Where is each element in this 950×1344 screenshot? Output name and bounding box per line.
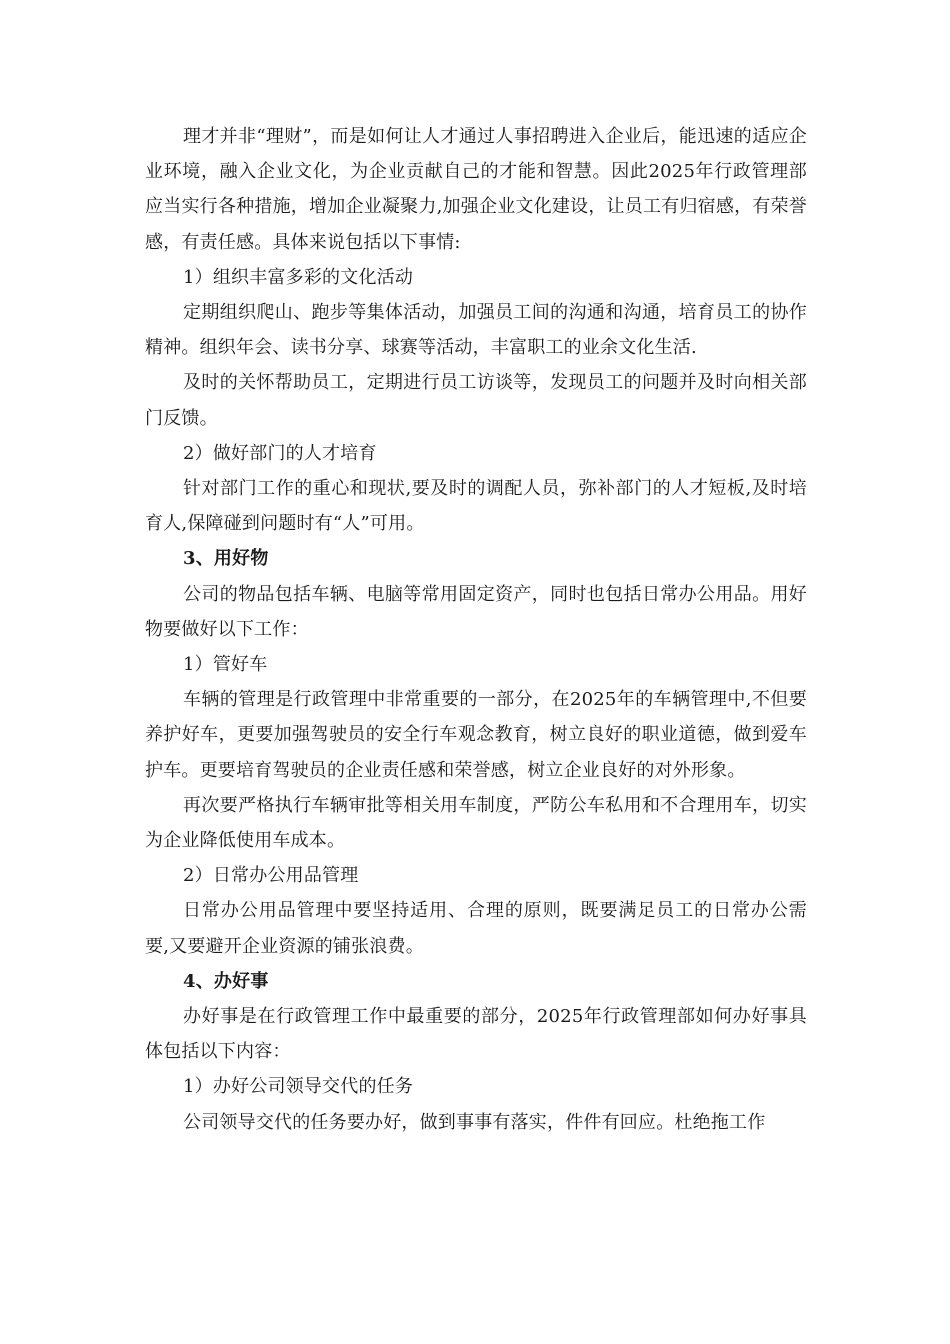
paragraph-office-supplies: 日常办公用品管理中要坚持适用、合理的原则，既要满足员工的日常办公需要,又要避开企业资源的铺张浪费。 [145,900,807,957]
list-item-talent-development: 2）做好部门的人才培育 [183,442,377,464]
paragraph-group-activities: 定期组织爬山、跑步等集体活动，加强员工间的沟通和沟通，培育员工的协作精神。组织年会、读书分享、球赛等活动，丰富职工的业余文化生活. [145,302,807,359]
paragraph-leader-tasks: 公司领导交代的任务要办好，做到事事有落实，件件有回应。杜绝拖工作 [183,1111,766,1133]
paragraph-staff-allocation: 针对部门工作的重心和现状,要及时的调配人员，弥补部门的人才短板,及时培育人,保障碰到问题时有“人”可用。 [145,478,807,535]
paragraph-vehicle-management: 车辆的管理是行政管理中非常重要的一部分，在2025年的车辆管理中,不但要养护好车，更要加强驾驶员的安全行车观念教育，树立良好的职业道德，做到爱车护车。更要培育驾驶员的企业责任感和荣誉感，树立企业良好的对外形象。 [145,689,807,781]
document-page [145,119,807,1140]
paragraph-do-things-well: 办好事是在行政管理工作中最重要的部分，2025年行政管理部如何办好事具体包括以下内容： [145,1006,807,1063]
list-item-office-supplies: 2）日常办公用品管理 [183,865,359,887]
list-item-manage-vehicles: 1）管好车 [183,654,268,676]
paragraph-vehicle-rules: 再次要严格执行车辆审批等相关用车制度，严防公车私用和不合理用车，切实为企业降低使用车成本。 [145,794,807,852]
paragraph-talent-management: 理才并非“理财”，而是如何让人才通过人事招聘进入企业后，能迅速的适应企业环境，融入企业文化，为企业贡献自己的才能和智慧。因此2025年行政管理部应当实行各种措施，增加企业凝聚力,加强企业文化建设，让员工有归宿感，有荣誉感，有责任感。具体来说包括以下事情: [145,126,807,253]
paragraph-company-goods: 公司的物品包括车辆、电脑等常用固定资产，同时也包括日常办公用品。用好物要做好以下工作： [145,583,807,640]
paragraph-employee-care: 及时的关怀帮助员工，定期进行员工访谈等，发现员工的问题并及时向相关部门反馈。 [145,372,807,429]
list-item-leader-tasks: 1）办好公司领导交代的任务 [183,1076,414,1098]
section-heading-use-goods: 3、用好物 [183,548,269,570]
list-item-culture-activities: 1）组织丰富多彩的文化活动 [183,266,414,288]
section-heading-do-things-well: 4、办好事 [183,970,269,992]
